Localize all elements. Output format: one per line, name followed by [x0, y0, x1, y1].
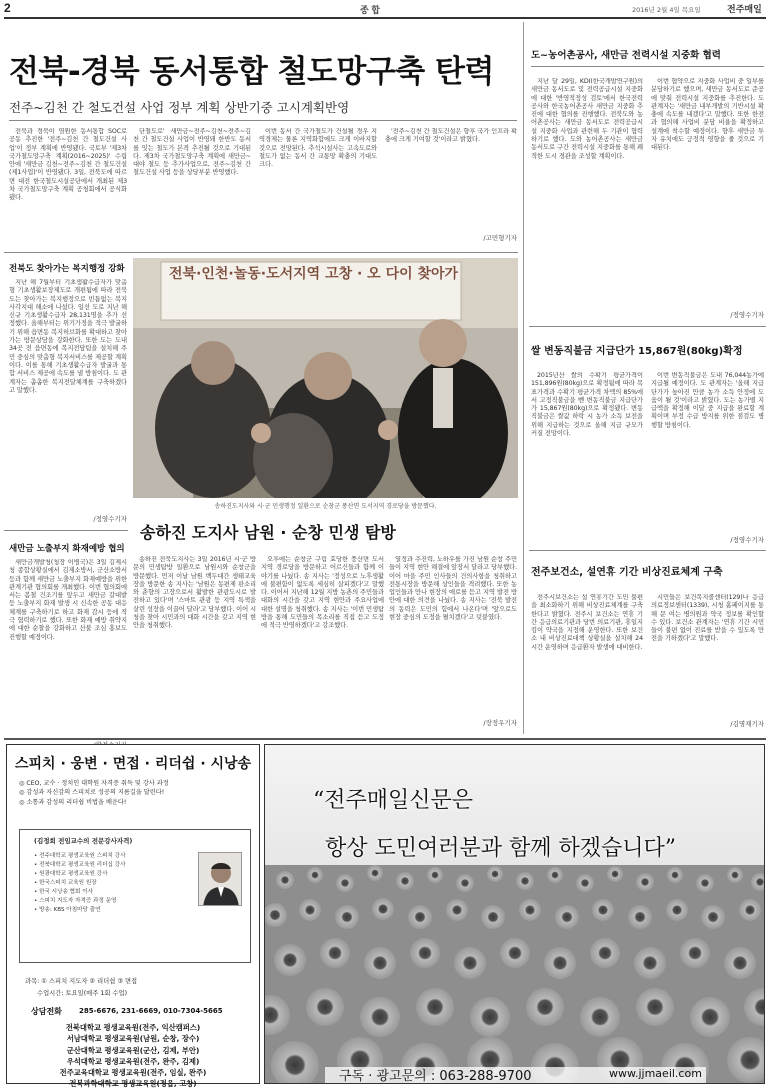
right-article-1-col-1: 지난 달 29일, KDI(한국개발연구원)의 새만금 동서도로 및 전력공급시설 지중화에 대한 '반영적정성 검토'에서 한국전력공사와 한국농어촌공사 새만금 지중화 추진에 대한 협의를 진행했다. 전북도와 농어촌공사는 새만금 동서도로 전력공급시설 지중화 사업과 관련해 두 기관이 협력하기로 했다. 도와 농어촌공사는 새만금 동서도로 구간 전력시설 지중화를 통해 쾌적한 도시 경관을 조성할 계획이다. [531, 78, 643, 160]
lead-col-1: 전북과 경북이 염원한 동서통합 SOC로 공동 추진한 '전주~김천 간 철도건설 사업'이 정부 계획에 반영됐다. 국토부 '제3차 국가철도망구축 계획(2016~2025)' 수립안에 '새만금 김천~전주~김천 간 철도건설(제1사업)'이 반영됐다. 3일, 전북도에 따르면 대전 한국철도시설공단에서 개최된 제3차 국가철도망구축 계획 공청회에서 공식화됐다. [9, 128, 127, 202]
ad-left-schools [7, 1022, 259, 1090]
ads-rule [4, 738, 766, 740]
lead-byline: /고민형기자 [483, 234, 517, 242]
center-col-1: 송하진 전북도지사는 3일 2016년 시·군 방문의 민생탐방 일환으로 남원시와 순창군을 방문했다. 먼저 이날 남원 백두대간 생태교육장을 방문한 송 지사는 '남원은 동편제 판소리와 춘향의 고장으로서 활발한 관광도시로 발전하고 있다'며 '스마트 관광 등 지역 특색을 살린 성장을 이끌어 달라'고 당부했다. 이어 시청을 찾아 시민과의 대화 시간을 갖고 지역 현안을 청취했다. [133, 556, 256, 630]
left-article-1-title: 전북도 찾아가는 복지행정 강화 [9, 264, 125, 274]
photo-sign-text: 전북·인천·놀동·도서지역 고창 · 오 다이 찾아가 [169, 266, 459, 282]
lead-photo-illustration [133, 258, 518, 498]
ad-right-quote-2: 항상 도민여러분과 함께 하겠습니다” [325, 836, 677, 861]
ad-left-course: 과목: ① 스피치 지도자 ② 리더쉽 ③ 면접 [25, 978, 138, 985]
header-rule [4, 17, 766, 19]
ad-left-box-line: • 전주대학교 평생교육원 스피치 강사 [34, 853, 126, 859]
lead-sub-rule [9, 120, 517, 121]
lead-subheadline: 전주~김천 간 철도건설 사업 정부 계획 상반기중 고시계획반영 [9, 100, 350, 115]
portrait-illustration [199, 853, 242, 906]
right-article-3-title: 전주보건소, 설연휴 기간 비상진료체계 구축 [531, 567, 723, 578]
right-article-1-title: 도~농어촌공사, 새만금 전력시설 지중화 협력 [531, 50, 721, 61]
lead-col-3: 이번 동서 간 국가철도가 건설될 경우 지역경제는 물론 지역화합에도 크게 이바지할 것으로 전망된다. 추석시설사는 고속도로와 철도가 없는 동서 간 교통망 확충의 기대도 크다. [259, 128, 377, 169]
ad-left-title: 스피치 · 웅변 · 면접 · 리더쉽 · 시낭송 [15, 756, 252, 772]
lead-photo [133, 258, 518, 498]
ad-left-school: 우석대학교 평생교육원(전주, 완주, 김제) [66, 1056, 200, 1066]
ad-left-contact-label: 상담전화 [31, 1007, 62, 1016]
lead-photo-caption: 송하진도지사와 시·군 민생행정 일환으로 순창군 풍산면 도서지역 경로당을 방문했다. [214, 503, 437, 510]
ad-left-profile-box [19, 829, 251, 963]
ad-right-url[interactable]: www.jjmaeil.com [609, 1067, 702, 1080]
right-article-3-byline: /김명재기자 [730, 720, 764, 728]
right-article-3-col-2: 시민들은 보건복지콜센터(129)나 응급의료정보센터(1339), 시청 홈페이지를 통해 문 여는 병의원과 약국 정보를 확인할 수 있다. 보건소 관계자는 '연휴 기간 시민들이 불편 없이 진료를 받을 수 있도록 만전을 기하겠다'고 말했다. [651, 594, 764, 643]
right-sep-2 [529, 550, 766, 551]
ad-left-box-line: • 전북대학교 평생교육원 리더십 강사 [34, 861, 126, 868]
center-col-2: 오후에는 순창군 구림 효당한 풍산면 도서지역 경로당을 방문하고 어르신들과 함께 이야기를 나눴다. 송 지사는 '정성으로 노후생활에 불편함이 없도록 세심히 살피겠다'고 말했다. 이어서 지난해 12월 지방 농촌의 주민들과 대화의 시간을 갖고 지역 현안과 주요사업에 대한 설명을 청취했다. 송 지사는 '이번 민생탐방을 통해 도민들의 목소리를 직접 듣고 도정에 적극 반영하겠다'고 강조했다. [261, 556, 384, 630]
ad-left-time: 수업시간: 토요일(매주 1회 수업) [37, 990, 128, 997]
right-article-2-col-1: 2015년산 쌀의 수확기 평균가격이 151,896원(80kg)으로 확정됨에 따라 목표가격과 수확기 평균가격 차액의 85%에서 고정직불금을 뺀 변동직불금 지급단가가 15,867원(80kg)으로 확정됐다. 변동직불금은 쌀값 하락 시 농가 소득 보전을 위해 지급하는 것으로 올해 지급 규모가 커질 전망이다. [531, 372, 643, 438]
ad-left-school: 서남대학교 평생교육원(남원, 순창, 장수) [66, 1034, 200, 1044]
center-col-3: 열정과 추진력, 노하우를 가진 남원 순창 주민들이 지역 현안 해결에 앞장서 달라고 당부했다. 이어 마을 주민 인사들의 건의사항을 청취하고 전통시장을 방문해 상인들을 격려했다. 또한 농업인들과 만나 현장의 애로를 듣고 지역 발전 방안에 대한 의견을 나눴다. 송 지사는 '전북 발전의 동력은 도민의 힘에서 나온다'며 '앞으로도 현장 중심의 도정을 펼치겠다'고 덧붙였다. [389, 556, 517, 622]
page-number: 2 [4, 1, 11, 15]
left-article-1-byline: /정영수기자 [93, 515, 127, 523]
left-article-2-body: 새만금개발청(청장 이병국)은 3일 김제시청 종합상황실에서 김제소방서, 군산소방서 등과 함께 새만금 노출부지 화재예방을 위한 관계기관 협의회를 개최했다. 이번 협의회에서는 봄철 건조기를 앞두고 새만금 갈대밭 등 노출부지 화재 발생 시 신속한 공동 대응 체계를 구축하기로 하고 화재 감시 등에 적극 협력하기로 했다. 또한 화재 예방 취약지에 대한 순찰을 강화하고 산불 조심 홍보도 진행할 예정이다. [9, 559, 127, 641]
ad-left-box-line: • 스피치 지도자 자격증 과정 운영 [34, 897, 117, 904]
ad-left-box-line: • 한국 시낭송 협회 이사 [34, 888, 94, 895]
ad-left-box-line: • 한국스피치 교육원 원장 [34, 879, 97, 886]
ad-left-school: 전주교육대학교 평생교육원(전주, 임실, 완주) [59, 1068, 207, 1078]
ad-right [264, 744, 765, 1084]
lead-headline: 전북-경북 동서통합 철도망구축 탄력 [9, 54, 494, 90]
ad-right-contact: 구독 · 광고문의 : 063-288-9700 [339, 1069, 532, 1084]
right-article-3-col-1: 전주시보건소는 설 연휴기간 도민 불편을 최소화하기 위해 비상진료체계를 구축한다고 밝혔다. 전주시 보건소는 연휴 기간 응급의료기관과 당번 의료기관, 휴일지킴이 약국을 지정해 운영한다. 또한 보건소 내 비상진료대책 상황실을 설치해 24시간 운영하며 응급환자 발생에 대비한다. [531, 594, 643, 651]
ad-left-box-line: • 원광대학교 평생교육원 강사 [34, 870, 108, 877]
right-article-2-title: 쌀 변동직불금 지급단가 15,867원(80kg)확정 [531, 346, 743, 357]
left-article-rule [4, 530, 128, 531]
ad-left-bullet: ◎ CEO, 교수 · 정치인 대학원 자격증 취득 및 강사 과정 [19, 780, 169, 787]
right-article-1-col-2: 이번 협약으로 지중화 사업비 중 일부를 분담하기로 했으며, 새만금 동서도로 준공에 맞춰 전력시설 지중화를 추진한다. 도 관계자는 '새만금 내부개발의 기반시설 확충에 속도를 내겠다'고 말했다. 또한 한전과 협의해 사업비 분담 비율을 확정하고 설계에 착수할 예정이다. 향후 새만금 투자 유치에도 긍정적 영향을 줄 것으로 기대된다. [651, 78, 764, 152]
lead-bottom-rule [4, 252, 518, 253]
ad-left [6, 744, 260, 1089]
ad-left-box-lines [34, 852, 184, 915]
ad-left-bullet: ◎ 감성과 자신감의 스피치로 성공의 지름길을 달린다! [19, 789, 165, 797]
ad-left-box-title: (김정희 전임교수의 전문강사자격) [34, 837, 133, 845]
left-article-1-body: 지난 해 7월부터 기초생활수급자가 맞춤형 기초생활보장제도로 개편됨에 따라 전북도는 찾아가는 복지행정으로 빈틈없는 복지 사각지대 해소에 나섰다. 일선 도로 지난 해 신규 기초생활수급자 28,131명을 추가 선정했다. 올해부터는 위기가정을 적극 발굴하기 위해 읍면동 복지허브화를 확대하고 찾아가는 방문상담을 강화한다. 또한 도는 도내 34곳 전 읍면동에 복지전담팀을 설치해 주민 중심의 맞춤형 복지서비스를 제공할 계획이다. 이를 통해 기초생활수급자 발굴과 통합 서비스 제공에 속도를 낼 방침이다. 도 관계자는 촘촘한 복지전달체계를 구축하겠다고 말했다. [9, 279, 127, 394]
ad-left-contact: 285-6676, 231-6669, 010-7304-5665 [79, 1007, 223, 1015]
ad-left-school: 전북과학대학교 평생교육원(정읍, 고창) [69, 1079, 197, 1089]
ad-left-bullets [19, 779, 255, 807]
section-name: 종 합 [360, 5, 380, 15]
ad-right-quote-1: “전주매일신문은 [313, 788, 474, 813]
lead-col-2: 단철도로' 새만금~전주~김천~전주~김천 간 철도건설 사업이 반영돼 한반도 동서를 잇는 철도가 본격 추진될 것으로 기대된다. 제3차 국가철도망구축 계획에 새만금~대야 철도 등 추가사업으로, 전주~김천 간 철도건설 사업 등을 상당부분 반영했다. [133, 128, 251, 177]
issue-date: 2016년 2월 4일 목요일 [632, 6, 701, 14]
lead-col-4: '전주~김천 간 철도건설은 향후 국가 인프라 확충에 크게 기여할 것'이라고 밝혔다. [385, 128, 517, 144]
ad-left-portrait [198, 852, 242, 906]
masthead-name: 전주매일 [727, 4, 762, 14]
left-article-2-title: 새만금 노출부지 화재예방 협의 [9, 544, 125, 554]
right-article-2-col-2: 이번 변동직불금은 도내 76,044농가에 지급될 예정이다. 도 관계자는 '올해 지급 단가가 높아진 만큼 농가 소득 안정에 도움이 될 것'이라고 밝혔다. 도는 농가별 지급액을 확정해 이달 중 지급을 완료할 계획이며 부정 수급 방지를 위한 점검도 병행할 방침이다. [651, 372, 764, 429]
column-divider [523, 22, 524, 734]
ad-left-school: 전북대학교 평생교육원(전주, 익산캠퍼스) [65, 1023, 201, 1032]
ad-left-bullet: ◎ 소통과 감성의 리더쉽 비법을 배운다! [19, 798, 127, 806]
ad-left-box-line: • 방송: KBS 아침마당 출연 [34, 906, 101, 913]
center-headline: 송하진 도지사 남원 · 순창 민생 탐방 [140, 523, 396, 542]
right-article-1-rule [531, 66, 764, 67]
ad-left-school: 군산대학교 평생교육원(군산, 김제, 부안) [66, 1045, 200, 1055]
right-sep-1 [529, 326, 766, 327]
right-article-1-byline: /정영수기자 [730, 311, 764, 319]
center-byline: /장정우기자 [483, 719, 517, 727]
right-article-2-byline: /정영수기자 [730, 536, 764, 544]
